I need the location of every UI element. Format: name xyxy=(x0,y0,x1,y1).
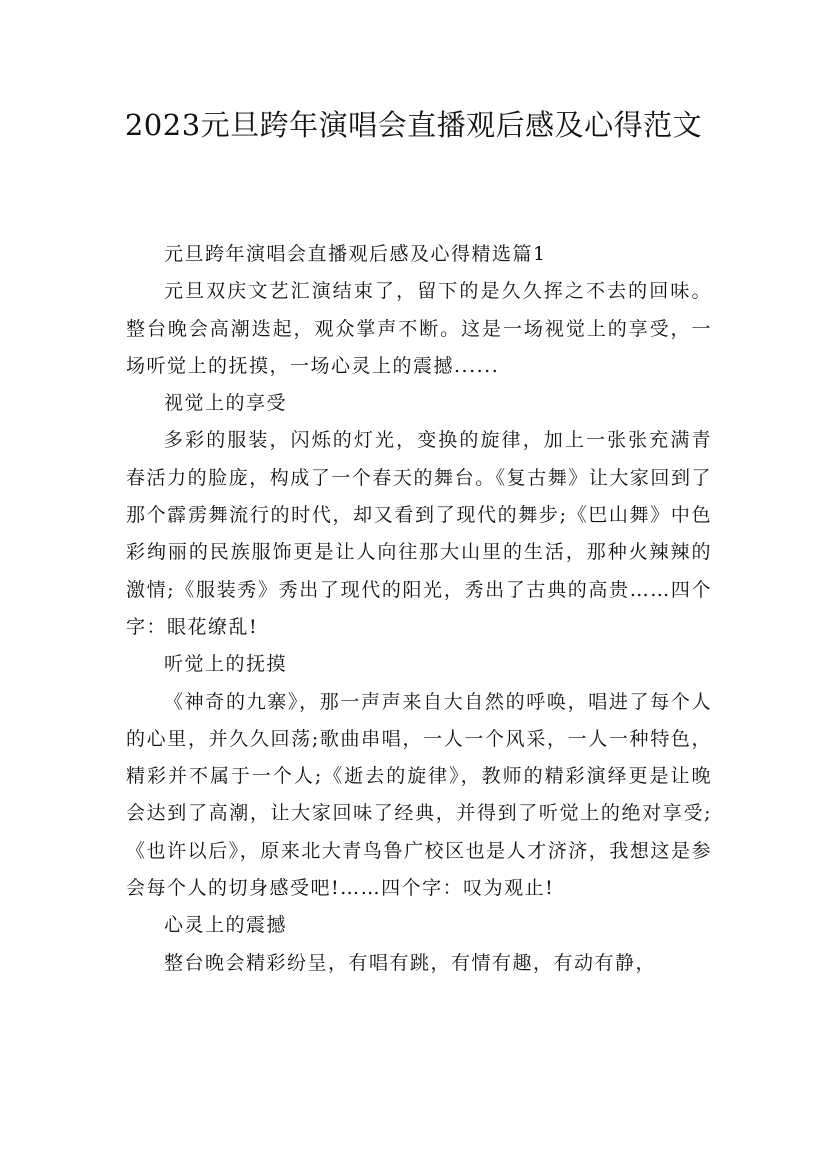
body-paragraph: 《神奇的九寨》，那一声声来自大自然的呼唤，唱进了每个人的心里，并久久回荡;歌曲串唱，一人一个风采，一人一种特色，精彩并不属于一个人;《逝去的旋律》，教师的精彩演绎更是让晚会达到了高潮，让大家回味了经典，并得到了听觉上的绝对享受;《也许以后》，原来北大青鸟鲁广校区也是人才济济，我想这是参会每个人的切身感受吧!……四个字：叹为观止! xyxy=(126,690,712,900)
document-title: 2023元旦跨年演唱会直播观后感及心得范文 xyxy=(124,108,703,142)
section-heading: 听觉上的抚摸 xyxy=(164,653,288,676)
body-paragraph: 整台晚会精彩纷呈，有唱有跳，有情有趣，有动有静， xyxy=(164,951,657,974)
body-paragraph: 多彩的服装，闪烁的灯光，变换的旋律，加上一张张充满青春活力的脸庞，构成了一个春天的舞台。《复古舞》让大家回到了那个霹雳舞流行的时代，却又看到了现代的舞步;《巴山舞》中色彩绚丽的民族服饰更是让人向往那大山里的生活，那种火辣辣的激情;《服装秀》秀出了现代的阳光，秀出了古典的高贵……四个字：眼花缭乱! xyxy=(126,429,712,638)
section-heading: 元旦跨年演唱会直播观后感及心得精选篇1 xyxy=(164,243,547,265)
section-heading: 视觉上的享受 xyxy=(164,392,288,415)
section-heading: 心灵上的震撼 xyxy=(164,914,288,937)
body-paragraph: 元旦双庆文艺汇演结束了，留下的是久久挥之不去的回味。整台晚会高潮迭起，观众掌声不断。这是一场视觉上的享受，一场听觉上的抚摸，一场心灵上的震撼...... xyxy=(126,280,712,377)
document-body xyxy=(126,236,712,982)
